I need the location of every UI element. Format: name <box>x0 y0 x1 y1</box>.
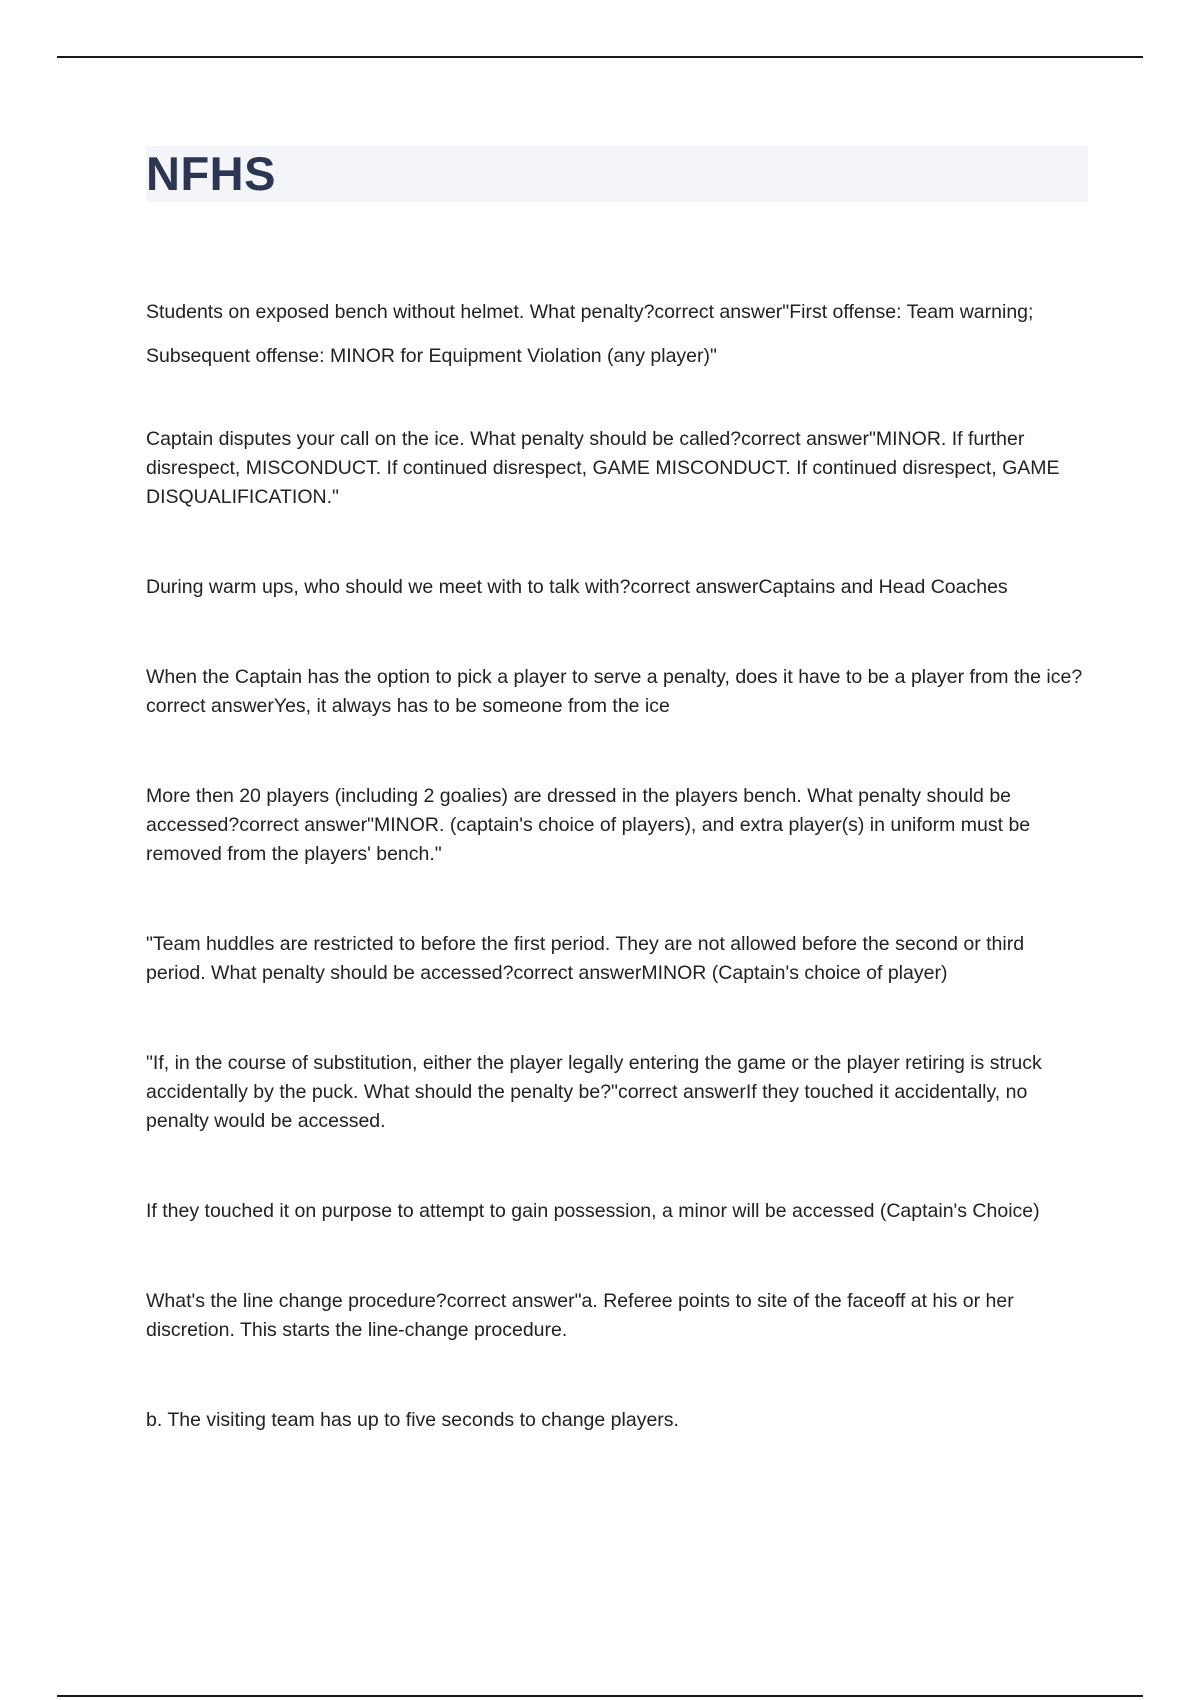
qa-entry: More then 20 players (including 2 goalies) are dressed in the players bench. What penalty should be accessed?correct answer"MINOR. (captain's choice of players), and extra player(s) in uniform must be removed from the players' bench." <box>146 785 1031 865</box>
top-divider <box>57 56 1143 58</box>
qa-entry: During warm ups, who should we meet with to talk with?correct answerCaptains and Head Coaches <box>146 576 1008 598</box>
document-title: NFHS <box>146 147 276 200</box>
document-body <box>146 290 1088 1496</box>
bottom-divider <box>57 1695 1143 1697</box>
qa-entry: Students on exposed bench without helmet. What penalty?correct answer"First offense: Team warning; Subsequent offense: MINOR for Equipment Violation (any player)" <box>146 301 1034 367</box>
qa-entry: "Team huddles are restricted to before the first period. They are not allowed before the second or third period. What penalty should be accessed?correct answerMINOR (Captain's choice of player) <box>146 933 1025 984</box>
qa-entry: If they touched it on purpose to attempt to gain possession, a minor will be accessed (Captain's Choice) <box>146 1200 1040 1222</box>
qa-entry: Captain disputes your call on the ice. What penalty should be called?correct answer"MINOR. If further disrespect, MISCONDUCT. If continued disrespect, GAME MISCONDUCT. If continued disrespect, GAME DISQUALIFICATION." <box>146 428 1060 508</box>
qa-entry: b. The visiting team has up to five seconds to change players. <box>146 1409 679 1431</box>
qa-entry: What's the line change procedure?correct answer"a. Referee points to site of the faceoff at his or her discretion. This starts the line-change procedure. <box>146 1290 1014 1341</box>
qa-entry: "If, in the course of substitution, either the player legally entering the game or the player retiring is struck accidentally by the puck. What should the penalty be?"correct answerIf they touched it accidentally, no penalty would be accessed. <box>146 1052 1042 1132</box>
title-banner <box>146 146 1088 202</box>
qa-entry: When the Captain has the option to pick a player to serve a penalty, does it have to be a player from the ice?correct answerYes, it always has to be someone from the ice <box>146 666 1083 717</box>
